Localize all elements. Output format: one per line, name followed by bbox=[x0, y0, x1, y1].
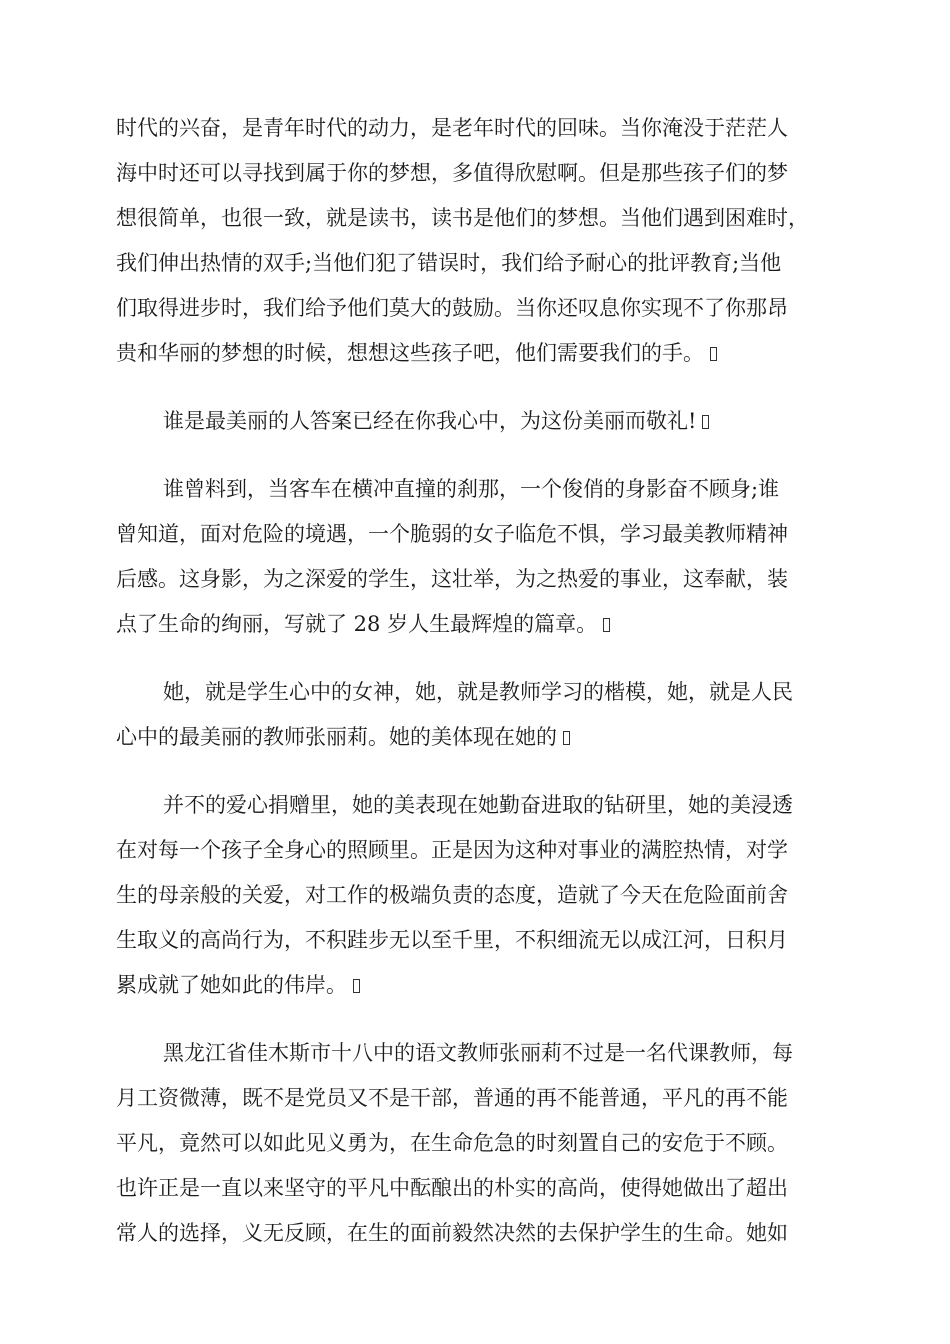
line-text: 想很简单，也很一致，就是读书，读书是他们的梦想。当他们遇到困难时， bbox=[116, 206, 809, 230]
paragraph bbox=[116, 399, 840, 444]
line-text: 常人的选择，义无反顾，在生的面前毅然决然的去保护学生的生命。她如 bbox=[116, 1221, 788, 1245]
line-text: 们取得进步时，我们给予他们莫大的鼓励。当你还叹息你实现不了你那昂 bbox=[116, 296, 788, 320]
line-text: 生的母亲般的关爱，对工作的极端负责的态度，造就了今天在危险面前舍 bbox=[116, 883, 788, 907]
line-text: 生取义的高尚行为，不积跬步无以至千里，不积细流无以成江河，日积月 bbox=[116, 928, 788, 952]
text-line bbox=[116, 963, 840, 1008]
line-text: 黑龙江省佳木斯市十八中的语文教师张丽莉不过是一名代课教师，每 bbox=[163, 1041, 793, 1065]
text-line bbox=[116, 918, 840, 963]
line-text: 海中时还可以寻找到属于你的梦想，多值得欣慰啊。但是那些孩子们的梦 bbox=[116, 161, 788, 185]
text-line bbox=[116, 670, 840, 715]
line-text: 并不的爱心捐赠里，她的美表现在她勤奋进取的钻研里，她的美浸透 bbox=[163, 793, 793, 817]
text-line bbox=[116, 399, 840, 444]
text-line bbox=[116, 512, 840, 557]
line-text: 谁是最美丽的人答案已经在你我心中，为这份美丽而敬礼! bbox=[163, 409, 697, 433]
line-text: 后感。这身影，为之深爱的学生，这壮举，为之热爱的事业，这奉献，装 bbox=[116, 567, 788, 591]
text-line bbox=[116, 196, 840, 241]
line-text: 谁曾料到，当客车在横冲直撞的刹那，一个俊俏的身影奋不顾身;谁 bbox=[163, 477, 780, 501]
text-line bbox=[116, 151, 840, 196]
text-line bbox=[116, 1211, 840, 1256]
line-text: 心中的最美丽的教师张丽莉。她的美体现在她的 bbox=[116, 725, 557, 749]
text-line bbox=[116, 1121, 840, 1166]
text-line bbox=[116, 106, 840, 151]
line-text: 平凡，竟然可以如此见义勇为，在生命危急的时刻置自己的安危于不顾。 bbox=[116, 1131, 788, 1155]
text-line bbox=[116, 331, 840, 376]
text-line bbox=[116, 602, 840, 647]
text-line bbox=[116, 557, 840, 602]
paragraph-mark-icon bbox=[710, 347, 717, 361]
paragraph bbox=[116, 467, 840, 647]
text-line bbox=[116, 873, 840, 918]
paragraph-mark-icon bbox=[702, 415, 709, 429]
line-text: 点了生命的绚丽，写就了 28 岁人生最辉煌的篇章。 bbox=[116, 612, 598, 636]
text-line bbox=[116, 1166, 840, 1211]
line-text: 时代的兴奋，是青年时代的动力，是老年时代的回味。当你淹没于茫茫人 bbox=[116, 116, 788, 140]
line-text: 她，就是学生心中的女神，她，就是教师学习的楷模，她，就是人民 bbox=[163, 680, 793, 704]
text-line bbox=[116, 828, 840, 873]
line-text: 贵和华丽的梦想的时候，想想这些孩子吧，他们需要我们的手。 bbox=[116, 341, 704, 365]
paragraph-mark-icon bbox=[563, 731, 570, 745]
paragraph bbox=[116, 106, 840, 376]
line-text: 在对每一个孩子全身心的照顾里。正是因为这种对事业的满腔热情，对学 bbox=[116, 838, 788, 862]
text-line bbox=[116, 286, 840, 331]
text-line bbox=[116, 1076, 840, 1121]
text-line bbox=[116, 1031, 840, 1076]
line-text: 我们伸出热情的双手;当他们犯了错误时，我们给予耐心的批评教育;当他 bbox=[116, 251, 782, 275]
paragraph-mark-icon bbox=[353, 979, 360, 993]
text-line bbox=[116, 241, 840, 286]
text-line bbox=[116, 783, 840, 828]
text-line bbox=[116, 467, 840, 512]
line-text: 月工资微薄，既不是党员又不是干部，普通的再不能普通，平凡的再不能 bbox=[116, 1086, 788, 1110]
paragraph-mark-icon bbox=[603, 618, 610, 632]
paragraph bbox=[116, 1031, 840, 1256]
line-text: 累成就了她如此的伟岸。 bbox=[116, 973, 347, 997]
line-text: 曾知道，面对危险的境遇，一个脆弱的女子临危不惧，学习最美教师精神 bbox=[116, 522, 788, 546]
text-line bbox=[116, 715, 840, 760]
paragraph bbox=[116, 670, 840, 760]
document-body bbox=[116, 106, 840, 1279]
paragraph bbox=[116, 783, 840, 1008]
line-text: 也许正是一直以来坚守的平凡中酝酿出的朴实的高尚，使得她做出了超出 bbox=[116, 1176, 788, 1200]
